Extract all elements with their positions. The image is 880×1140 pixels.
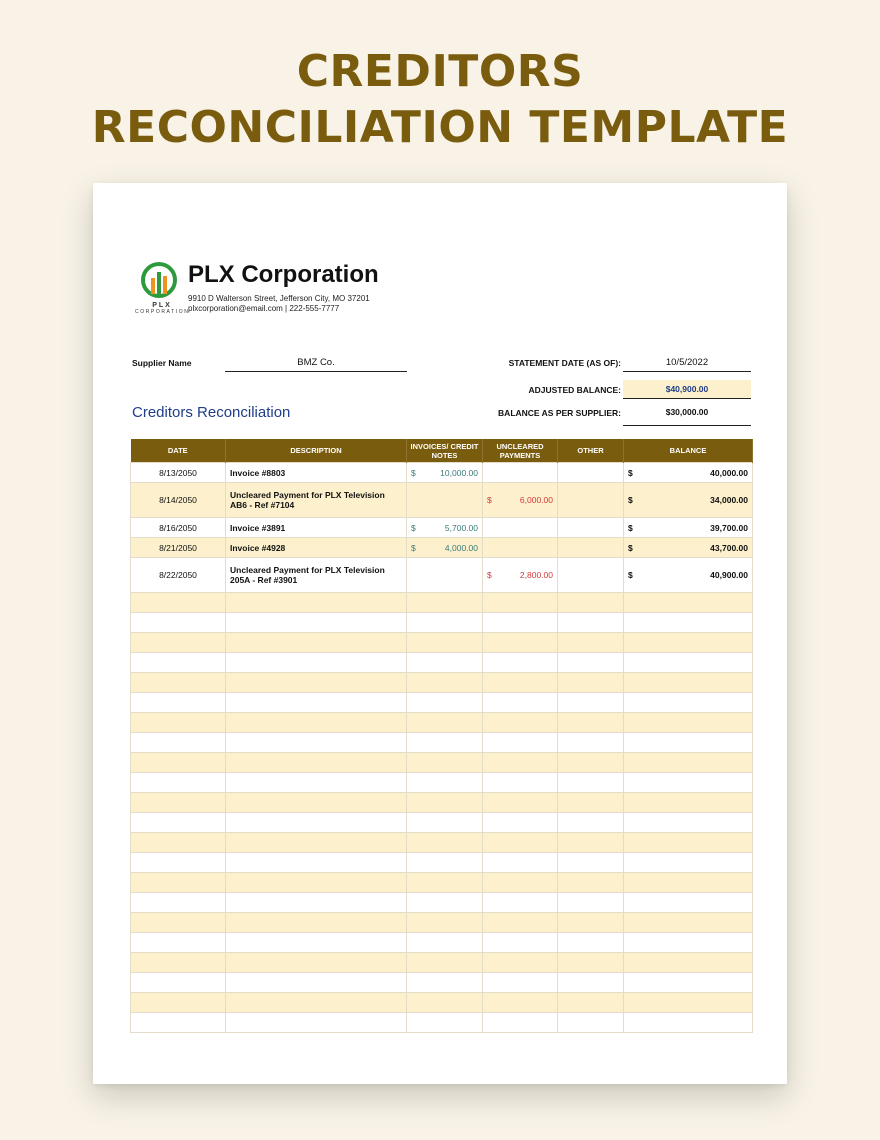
currency-symbol: $ xyxy=(487,570,492,580)
cell-date[interactable] xyxy=(131,733,226,753)
cell-invoice[interactable] xyxy=(407,613,483,633)
cell-date[interactable] xyxy=(131,873,226,893)
cell-other[interactable] xyxy=(558,893,624,913)
cell-description[interactable] xyxy=(226,593,407,613)
cell-description[interactable] xyxy=(226,773,407,793)
cell-date[interactable] xyxy=(131,833,226,853)
cell-other[interactable] xyxy=(558,673,624,693)
cell-description[interactable]: Uncleared Payment for PLX Television 205A - Ref #3901 xyxy=(226,558,407,593)
cell-uncleared[interactable] xyxy=(483,913,558,933)
cell-other[interactable] xyxy=(558,853,624,873)
cell-other[interactable] xyxy=(558,953,624,973)
cell-invoice[interactable] xyxy=(407,653,483,673)
cell-invoice-amount xyxy=(411,523,478,533)
adjusted-balance-underline xyxy=(623,398,751,399)
cell-other[interactable] xyxy=(558,733,624,753)
cell-balance[interactable] xyxy=(624,973,753,993)
empty-table-row xyxy=(131,953,753,973)
cell-other[interactable] xyxy=(558,593,624,613)
cell-balance[interactable] xyxy=(624,773,753,793)
empty-table-row xyxy=(131,753,753,773)
empty-table-row xyxy=(131,633,753,653)
cell-uncleared[interactable] xyxy=(483,833,558,853)
cell-invoice[interactable] xyxy=(407,733,483,753)
empty-table-row xyxy=(131,873,753,893)
empty-table-row xyxy=(131,773,753,793)
cell-date[interactable] xyxy=(131,773,226,793)
page-heading-line2: RECONCILIATION TEMPLATE xyxy=(91,102,789,153)
cell-invoice[interactable] xyxy=(407,933,483,953)
table-row xyxy=(131,538,753,558)
cell-invoice[interactable] xyxy=(407,558,483,593)
cell-date[interactable]: 8/16/2050 xyxy=(131,518,226,538)
supplier-name-value[interactable]: BMZ Co. xyxy=(297,357,335,368)
cell-balance[interactable] xyxy=(624,873,753,893)
cell-date[interactable]: 8/22/2050 xyxy=(131,558,226,593)
cell-date[interactable] xyxy=(131,813,226,833)
cell-date[interactable] xyxy=(131,593,226,613)
cell-balance[interactable] xyxy=(624,753,753,773)
cell-balance[interactable] xyxy=(624,673,753,693)
cell-date[interactable] xyxy=(131,793,226,813)
section-title: Creditors Reconciliation xyxy=(132,404,291,421)
cell-uncleared-value: 6,000.00 xyxy=(519,495,553,505)
cell-date[interactable]: 8/21/2050 xyxy=(131,538,226,558)
cell-balance[interactable] xyxy=(624,518,753,538)
empty-table-row xyxy=(131,973,753,993)
col-header-invoices: INVOICES/ CREDIT NOTES xyxy=(407,439,483,463)
cell-invoice[interactable] xyxy=(407,538,483,558)
cell-invoice[interactable] xyxy=(407,913,483,933)
cell-date[interactable] xyxy=(131,953,226,973)
supplier-name-label: Supplier Name xyxy=(132,358,192,368)
empty-table-row xyxy=(131,653,753,673)
cell-invoice[interactable] xyxy=(407,773,483,793)
cell-description[interactable] xyxy=(226,933,407,953)
cell-description[interactable]: Invoice #8803 xyxy=(226,463,407,483)
cell-invoice[interactable] xyxy=(407,833,483,853)
cell-other[interactable] xyxy=(558,793,624,813)
cell-description[interactable]: Invoice #4928 xyxy=(226,538,407,558)
cell-balance[interactable] xyxy=(624,538,753,558)
cell-other[interactable] xyxy=(558,933,624,953)
cell-invoice[interactable] xyxy=(407,1013,483,1033)
cell-uncleared[interactable] xyxy=(483,483,558,518)
supplier-name-underline xyxy=(225,371,407,372)
cell-balance-value: 39,700.00 xyxy=(710,522,748,533)
cell-date[interactable] xyxy=(131,913,226,933)
cell-uncleared[interactable] xyxy=(483,593,558,613)
cell-description[interactable] xyxy=(226,813,407,833)
cell-description[interactable] xyxy=(226,693,407,713)
cell-balance[interactable] xyxy=(624,893,753,913)
cell-balance[interactable] xyxy=(624,653,753,673)
cell-uncleared[interactable] xyxy=(483,993,558,1013)
empty-table-row xyxy=(131,793,753,813)
empty-table-row xyxy=(131,713,753,733)
cell-date[interactable] xyxy=(131,993,226,1013)
cell-date[interactable] xyxy=(131,673,226,693)
cell-date[interactable] xyxy=(131,713,226,733)
cell-invoice[interactable] xyxy=(407,953,483,973)
empty-table-row xyxy=(131,913,753,933)
cell-other[interactable] xyxy=(558,873,624,893)
company-name: PLX Corporation xyxy=(188,261,379,288)
cell-balance[interactable] xyxy=(624,933,753,953)
cell-uncleared[interactable] xyxy=(483,633,558,653)
currency-symbol: $ xyxy=(411,542,416,553)
cell-uncleared[interactable] xyxy=(483,463,558,483)
cell-description[interactable] xyxy=(226,893,407,913)
cell-uncleared-value: 2,800.00 xyxy=(519,570,553,580)
cell-other[interactable] xyxy=(558,993,624,1013)
cell-description[interactable] xyxy=(226,913,407,933)
cell-other[interactable] xyxy=(558,913,624,933)
cell-balance[interactable] xyxy=(624,813,753,833)
empty-table-row xyxy=(131,1013,753,1033)
cell-uncleared[interactable] xyxy=(483,538,558,558)
cell-description[interactable] xyxy=(226,873,407,893)
cell-invoice[interactable] xyxy=(407,713,483,733)
company-address: 9910 D Walterson Street, Jefferson City, MO 37201 xyxy=(188,294,370,303)
empty-table-row xyxy=(131,813,753,833)
cell-balance[interactable] xyxy=(624,613,753,633)
company-contact: plxcorporation@email.com | 222-555-7777 xyxy=(188,304,340,313)
adjusted-balance-value: $40,900.00 xyxy=(665,384,709,394)
cell-invoice[interactable] xyxy=(407,633,483,653)
cell-description[interactable] xyxy=(226,633,407,653)
empty-table-row xyxy=(131,993,753,1013)
cell-invoice[interactable] xyxy=(407,483,483,518)
cell-description[interactable]: Invoice #3891 xyxy=(226,518,407,538)
empty-table-row xyxy=(131,893,753,913)
cell-balance[interactable] xyxy=(624,733,753,753)
cell-uncleared-amount xyxy=(487,495,553,505)
col-header-balance: BALANCE xyxy=(624,439,753,463)
cell-date[interactable] xyxy=(131,853,226,873)
cell-balance[interactable] xyxy=(624,1013,753,1033)
statement-date-label: STATEMENT DATE (AS OF): xyxy=(508,358,621,368)
col-header-date: DATE xyxy=(131,439,226,463)
empty-table-row xyxy=(131,733,753,753)
col-header-description: DESCRIPTION xyxy=(226,439,407,463)
statement-date-underline xyxy=(623,371,751,372)
empty-table-row xyxy=(131,853,753,873)
cell-balance[interactable] xyxy=(624,713,753,733)
cell-description[interactable] xyxy=(226,613,407,633)
cell-other[interactable] xyxy=(558,653,624,673)
cell-date[interactable] xyxy=(131,613,226,633)
cell-other[interactable] xyxy=(558,973,624,993)
empty-table-row xyxy=(131,673,753,693)
cell-balance-value: 34,000.00 xyxy=(710,495,748,505)
cell-uncleared[interactable] xyxy=(483,953,558,973)
cell-balance-value: 43,700.00 xyxy=(710,542,748,553)
cell-balance[interactable] xyxy=(624,833,753,853)
currency-symbol: $ xyxy=(628,570,633,580)
cell-uncleared[interactable] xyxy=(483,753,558,773)
cell-uncleared[interactable] xyxy=(483,693,558,713)
cell-balance-amount xyxy=(628,495,748,505)
currency-symbol: $ xyxy=(411,467,416,478)
cell-balance-amount xyxy=(628,570,748,580)
currency-symbol: $ xyxy=(411,522,416,533)
document-sheet xyxy=(93,183,787,1084)
cell-uncleared[interactable] xyxy=(483,713,558,733)
cell-date[interactable] xyxy=(131,753,226,773)
cell-invoice[interactable] xyxy=(407,593,483,613)
cell-uncleared[interactable] xyxy=(483,613,558,633)
cell-other[interactable] xyxy=(558,613,624,633)
cell-description[interactable] xyxy=(226,973,407,993)
cell-balance[interactable] xyxy=(624,993,753,1013)
cell-balance[interactable] xyxy=(624,593,753,613)
cell-balance[interactable] xyxy=(624,953,753,973)
cell-date[interactable] xyxy=(131,633,226,653)
cell-other[interactable] xyxy=(558,813,624,833)
cell-balance-amount xyxy=(628,523,748,533)
cell-balance[interactable] xyxy=(624,483,753,518)
empty-table-row xyxy=(131,613,753,633)
cell-invoice-value: 5,700.00 xyxy=(444,522,478,533)
cell-balance[interactable] xyxy=(624,793,753,813)
cell-other[interactable] xyxy=(558,463,624,483)
cell-invoice[interactable] xyxy=(407,673,483,693)
cell-invoice[interactable] xyxy=(407,853,483,873)
cell-date[interactable]: 8/14/2050 xyxy=(131,483,226,518)
cell-uncleared[interactable] xyxy=(483,558,558,593)
empty-table-row xyxy=(131,833,753,853)
cell-invoice[interactable] xyxy=(407,693,483,713)
cell-description[interactable] xyxy=(226,993,407,1013)
col-header-other: OTHER xyxy=(558,439,624,463)
cell-balance-amount xyxy=(628,468,748,478)
table-row xyxy=(131,483,753,518)
cell-other[interactable] xyxy=(558,713,624,733)
cell-invoice[interactable] xyxy=(407,993,483,1013)
cell-balance-value: 40,000.00 xyxy=(710,467,748,478)
empty-table-row xyxy=(131,933,753,953)
logo-wordmark xyxy=(135,302,189,316)
currency-symbol: $ xyxy=(628,495,633,505)
cell-date[interactable] xyxy=(131,1013,226,1033)
adjusted-balance-label: ADJUSTED BALANCE: xyxy=(528,385,621,395)
supplier-balance-value[interactable]: $30,000.00 xyxy=(665,407,709,417)
cell-invoice[interactable] xyxy=(407,973,483,993)
cell-invoice-value: 4,000.00 xyxy=(444,542,478,553)
cell-invoice-amount xyxy=(411,468,478,478)
cell-description[interactable] xyxy=(226,753,407,773)
empty-table-row xyxy=(131,593,753,613)
cell-invoice-value: 10,000.00 xyxy=(440,467,478,478)
cell-description[interactable] xyxy=(226,853,407,873)
cell-other[interactable] xyxy=(558,633,624,653)
cell-date[interactable] xyxy=(131,973,226,993)
cell-uncleared-amount xyxy=(487,570,553,580)
cell-other[interactable] xyxy=(558,483,624,518)
cell-date[interactable] xyxy=(131,693,226,713)
cell-description[interactable] xyxy=(226,673,407,693)
cell-balance[interactable] xyxy=(624,853,753,873)
cell-invoice[interactable] xyxy=(407,463,483,483)
cell-invoice[interactable] xyxy=(407,873,483,893)
cell-description[interactable]: Uncleared Payment for PLX Television AB6 - Ref #7104 xyxy=(226,483,407,518)
cell-invoice[interactable] xyxy=(407,893,483,913)
cell-uncleared[interactable] xyxy=(483,853,558,873)
cell-balance[interactable] xyxy=(624,913,753,933)
cell-other[interactable] xyxy=(558,753,624,773)
cell-uncleared[interactable] xyxy=(483,813,558,833)
cell-uncleared[interactable] xyxy=(483,773,558,793)
table-row xyxy=(131,558,753,593)
cell-description[interactable] xyxy=(226,833,407,853)
logo-text-top: PLX xyxy=(152,302,172,309)
cell-uncleared[interactable] xyxy=(483,973,558,993)
cell-description[interactable] xyxy=(226,713,407,733)
supplier-balance-label: BALANCE AS PER SUPPLIER: xyxy=(498,408,621,418)
currency-symbol: $ xyxy=(628,522,633,533)
table-row xyxy=(131,463,753,483)
table-row xyxy=(131,518,753,538)
col-header-uncleared: UNCLEARED PAYMENTS xyxy=(483,439,558,463)
cell-balance-amount xyxy=(628,543,748,553)
cell-balance[interactable] xyxy=(624,558,753,593)
reconciliation-table xyxy=(130,439,753,1033)
cell-uncleared[interactable] xyxy=(483,793,558,813)
cell-balance[interactable] xyxy=(624,463,753,483)
cell-uncleared[interactable] xyxy=(483,933,558,953)
cell-invoice[interactable] xyxy=(407,753,483,773)
cell-balance-value: 40,900.00 xyxy=(710,570,748,580)
table-header-row xyxy=(131,439,753,463)
currency-symbol: $ xyxy=(487,495,492,505)
cell-invoice-amount xyxy=(411,543,478,553)
cell-uncleared[interactable] xyxy=(483,653,558,673)
cell-date[interactable] xyxy=(131,933,226,953)
cell-description[interactable] xyxy=(226,953,407,973)
logo-text-bottom: CORPORATION xyxy=(135,309,190,315)
page-heading-line1: CREDITORS xyxy=(296,46,584,97)
cell-other[interactable] xyxy=(558,558,624,593)
currency-symbol: $ xyxy=(628,542,633,553)
cell-invoice[interactable] xyxy=(407,518,483,538)
cell-other[interactable] xyxy=(558,773,624,793)
empty-table-row xyxy=(131,693,753,713)
cell-date[interactable] xyxy=(131,893,226,913)
cell-uncleared[interactable] xyxy=(483,873,558,893)
cell-other[interactable] xyxy=(558,518,624,538)
cell-description[interactable] xyxy=(226,1013,407,1033)
cell-date[interactable]: 8/13/2050 xyxy=(131,463,226,483)
page-heading xyxy=(0,44,880,156)
cell-balance[interactable] xyxy=(624,693,753,713)
cell-other[interactable] xyxy=(558,1013,624,1033)
cell-other[interactable] xyxy=(558,693,624,713)
cell-other[interactable] xyxy=(558,833,624,853)
cell-invoice[interactable] xyxy=(407,793,483,813)
currency-symbol: $ xyxy=(628,467,633,478)
cell-description[interactable] xyxy=(226,793,407,813)
supplier-balance-underline xyxy=(623,425,751,426)
cell-uncleared[interactable] xyxy=(483,733,558,753)
cell-other[interactable] xyxy=(558,538,624,558)
cell-uncleared[interactable] xyxy=(483,1013,558,1033)
cell-date[interactable] xyxy=(131,653,226,673)
cell-description[interactable] xyxy=(226,653,407,673)
cell-invoice[interactable] xyxy=(407,813,483,833)
cell-uncleared[interactable] xyxy=(483,673,558,693)
cell-uncleared[interactable] xyxy=(483,518,558,538)
statement-date-value[interactable]: 10/5/2022 xyxy=(665,357,709,368)
cell-uncleared[interactable] xyxy=(483,893,558,913)
cell-description[interactable] xyxy=(226,733,407,753)
cell-balance[interactable] xyxy=(624,633,753,653)
